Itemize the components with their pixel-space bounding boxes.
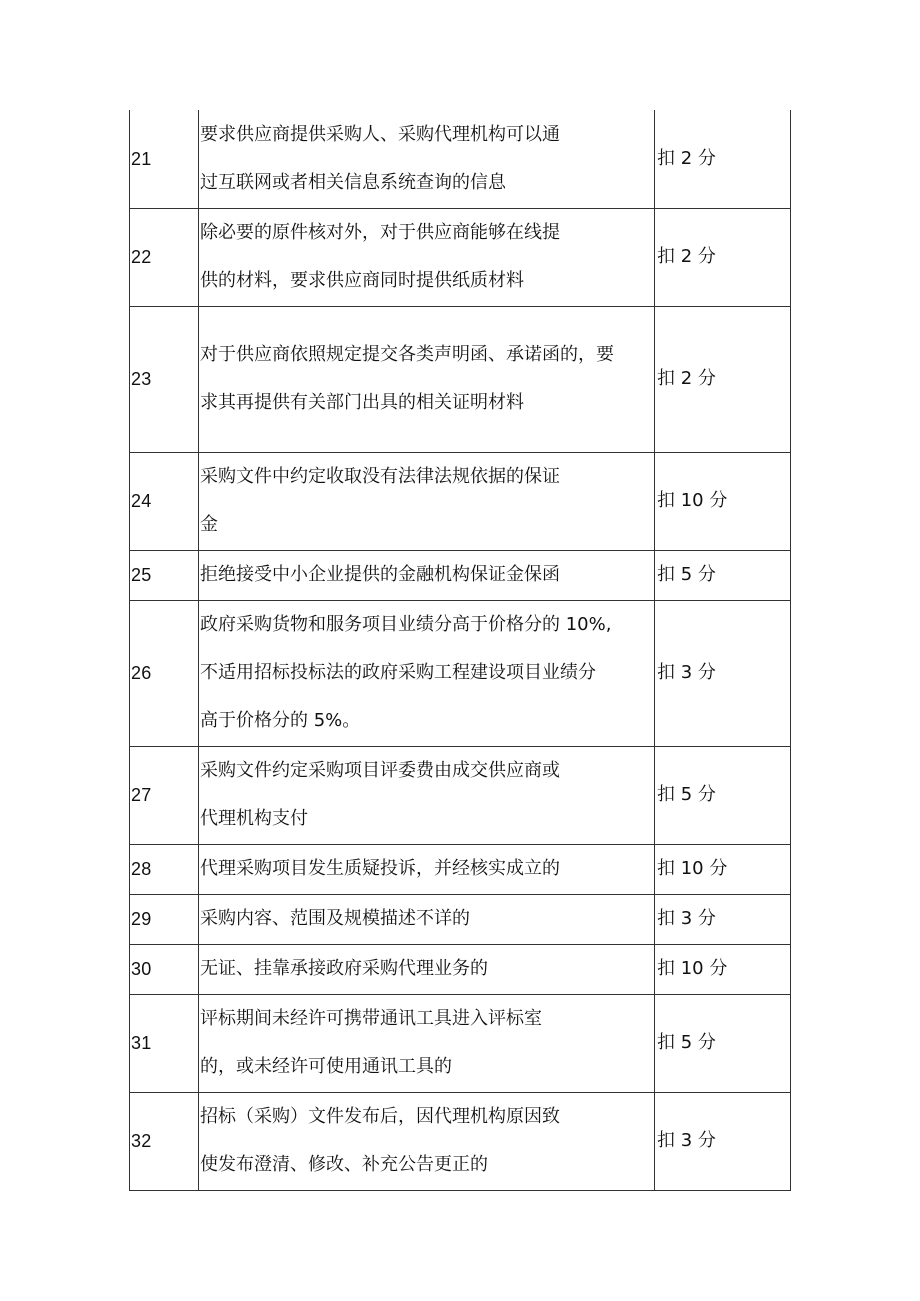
description-line: 采购内容、范围及规模描述不详的 <box>200 908 470 929</box>
table-row <box>130 110 791 208</box>
item-description <box>199 208 655 306</box>
table-row <box>130 600 791 746</box>
description-line: 金 <box>200 514 218 535</box>
table-row <box>130 1092 791 1190</box>
description-line: 代理机构支付 <box>200 808 308 829</box>
description-line: 评标期间未经许可携带通讯工具进入评标室 <box>200 1008 542 1029</box>
description-line: 供的材料，要求供应商同时提供纸质材料 <box>200 270 524 291</box>
penalty-points: 扣 10 分 <box>655 944 791 994</box>
table-row <box>130 746 791 844</box>
table-row <box>130 844 791 894</box>
penalty-table-body <box>130 110 791 1190</box>
penalty-points: 扣 3 分 <box>655 600 791 746</box>
item-number: 21 <box>130 110 199 208</box>
table-row <box>130 550 791 600</box>
description-line: 使发布澄清、修改、补充公告更正的 <box>200 1154 488 1175</box>
item-number: 28 <box>130 844 199 894</box>
description-line: 拒绝接受中小企业提供的金融机构保证金保函 <box>200 564 560 585</box>
description-line: 过互联网或者相关信息系统查询的信息 <box>200 171 506 193</box>
item-number: 31 <box>130 994 199 1092</box>
penalty-table <box>129 110 791 1191</box>
item-description <box>199 550 655 600</box>
item-number: 24 <box>130 452 199 550</box>
item-description <box>199 894 655 944</box>
description-line: 采购文件约定采购项目评委费由成交供应商或 <box>200 760 560 781</box>
penalty-points: 扣 5 分 <box>655 746 791 844</box>
table-row <box>130 452 791 550</box>
penalty-points: 扣 10 分 <box>655 844 791 894</box>
description-line: 求其再提供有关部门出具的相关证明材料 <box>200 392 524 413</box>
description-line: 无证、挂靠承接政府采购代理业务的 <box>200 958 488 979</box>
item-description <box>199 746 655 844</box>
description-line: 的，或未经许可使用通讯工具的 <box>200 1056 452 1077</box>
description-line: 要求供应商提供采购人、采购代理机构可以通 <box>200 123 560 145</box>
item-number: 26 <box>130 600 199 746</box>
item-description <box>199 844 655 894</box>
penalty-points: 扣 2 分 <box>655 208 791 306</box>
item-number: 29 <box>130 894 199 944</box>
description-line: 政府采购货物和服务项目业绩分高于价格分的 10%, <box>200 614 612 635</box>
description-line: 代理采购项目发生质疑投诉，并经核实成立的 <box>200 858 560 879</box>
item-number: 32 <box>130 1092 199 1190</box>
table-row <box>130 944 791 994</box>
penalty-points: 扣 10 分 <box>655 452 791 550</box>
item-description <box>199 452 655 550</box>
item-description <box>199 944 655 994</box>
item-number: 30 <box>130 944 199 994</box>
penalty-points: 扣 5 分 <box>655 550 791 600</box>
description-line: 采购文件中约定收取没有法律法规依据的保证 <box>200 466 560 487</box>
item-description <box>199 994 655 1092</box>
item-number: 25 <box>130 550 199 600</box>
penalty-points: 扣 3 分 <box>655 1092 791 1190</box>
penalty-points: 扣 2 分 <box>655 110 791 208</box>
table-row <box>130 894 791 944</box>
description-line: 对于供应商依照规定提交各类声明函、承诺函的，要 <box>200 344 614 365</box>
table-row <box>130 306 791 452</box>
item-description <box>199 306 655 452</box>
item-description <box>199 110 655 208</box>
penalty-points: 扣 3 分 <box>655 894 791 944</box>
penalty-points: 扣 5 分 <box>655 994 791 1092</box>
item-number: 23 <box>130 306 199 452</box>
table-row <box>130 994 791 1092</box>
item-description <box>199 600 655 746</box>
description-line: 除必要的原件核对外，对于供应商能够在线提 <box>200 222 560 243</box>
description-line: 高于价格分的 5%。 <box>200 710 361 731</box>
item-number: 22 <box>130 208 199 306</box>
penalty-points: 扣 2 分 <box>655 306 791 452</box>
description-line: 招标（采购）文件发布后，因代理机构原因致 <box>200 1106 560 1127</box>
item-description <box>199 1092 655 1190</box>
table-row <box>130 208 791 306</box>
description-line: 不适用招标投标法的政府采购工程建设项目业绩分 <box>200 662 596 683</box>
item-number: 27 <box>130 746 199 844</box>
